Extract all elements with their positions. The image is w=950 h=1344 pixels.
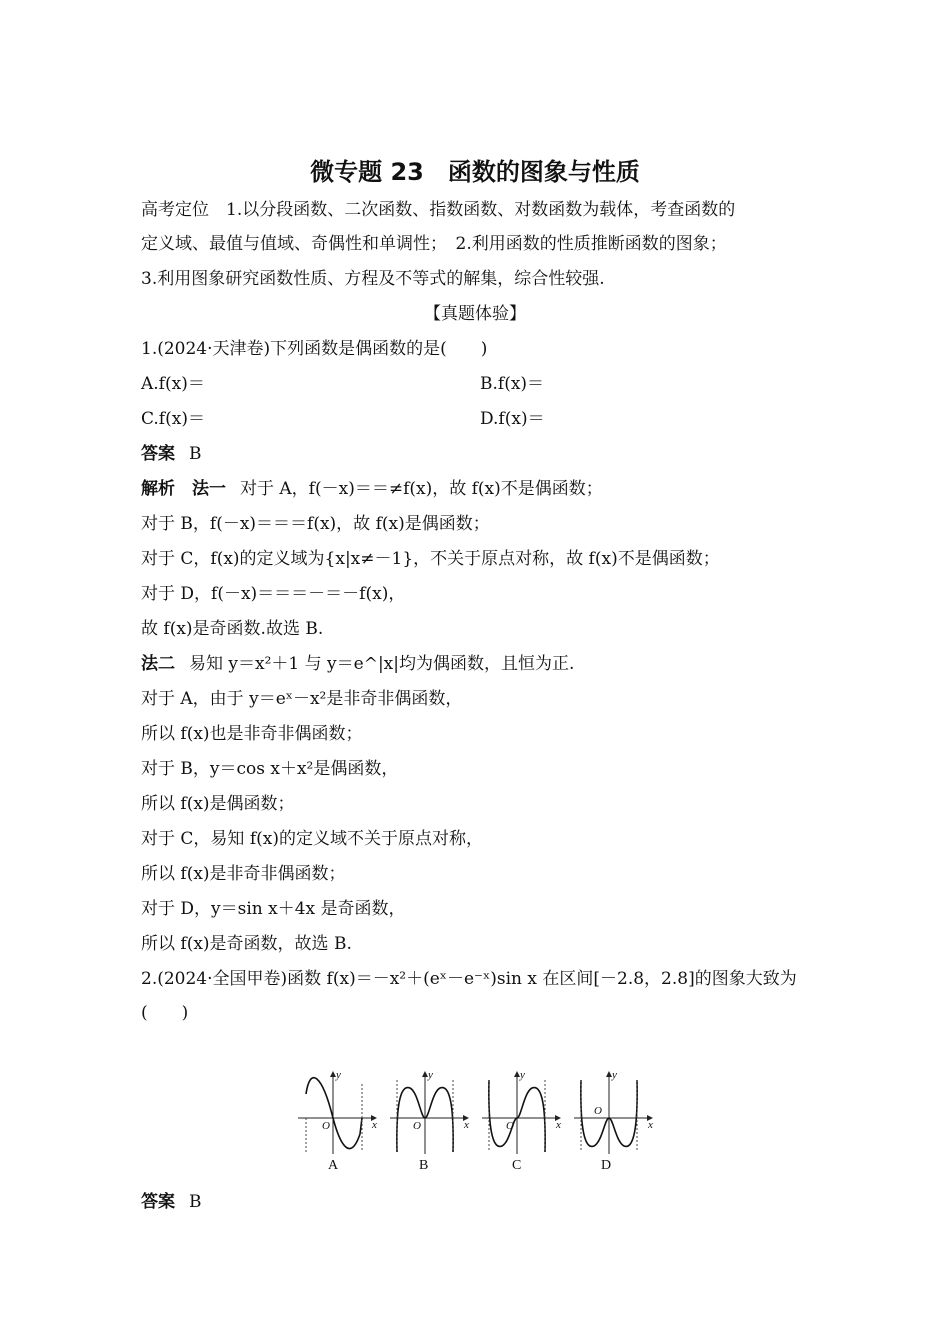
graph-label-d: D: [601, 1158, 612, 1173]
graph-d-y-label: y: [612, 1069, 617, 1081]
q1-analysis-line-5: 故 f(x)是奇函数.故选 B.: [141, 619, 324, 639]
q2-answer-label: 答案: [141, 1192, 175, 1212]
section-heading: 【真题体验】: [424, 304, 526, 324]
q1-method2-line-5: 对于 C，易知 f(x)的定义域不关于原点对称，: [141, 829, 483, 849]
graph-c: [482, 1072, 560, 1154]
q1-method2-line-3: 对于 B，y＝cos x＋x²是偶函数，: [141, 759, 399, 779]
graph-b: [390, 1072, 468, 1154]
answer-label: 答案: [141, 444, 175, 464]
q1-answer: [141, 442, 202, 466]
intro-line-3: 3.利用图象研究函数性质、方程及不等式的解集，综合性较强.: [141, 269, 605, 289]
q1-method2-line-1: 对于 A，由于 y＝eˣ－x²是非奇非偶函数，: [141, 689, 463, 709]
q1-analysis-line-2: 对于 B，f(－x)＝＝＝f(x)，故 f(x)是偶函数；: [141, 514, 490, 534]
graph-a-y-label: y: [336, 1069, 341, 1081]
graph-b-x-label: x: [464, 1119, 469, 1131]
q1-stem: 1.(2024·天津卷)下列函数是偶函数的是( ): [141, 339, 488, 359]
q1-analysis-line-1: [141, 477, 603, 501]
q1-option-d: D.f(x)＝: [480, 409, 545, 429]
q2-answer-value: B: [189, 1192, 202, 1212]
graph-a: [298, 1072, 376, 1154]
intro-line-1: 高考定位 1.以分段函数、二次函数、指数函数、对数函数为载体，考查函数的: [141, 200, 736, 220]
graph-label-b: B: [419, 1158, 429, 1173]
graph-c-origin: O: [506, 1120, 514, 1132]
analysis-text: 对于 A，f(－x)＝＝≠f(x)，故 f(x)不是偶函数；: [240, 479, 603, 499]
graph-b-y-label: y: [428, 1069, 433, 1081]
q2-stem: 2.(2024·全国甲卷)函数 f(x)＝－x²＋(eˣ－e⁻ˣ)sin x 在区间[－2.8，2.8]的图象大致为: [141, 969, 797, 989]
q1-analysis-line-3: 对于 C，f(x)的定义域为{x|x≠－1}，不关于原点对称，故 f(x)不是偶函数；: [141, 549, 720, 569]
q1-option-b: B.f(x)＝: [480, 374, 545, 394]
graph-options-svg: [296, 1066, 666, 1158]
graph-options: [296, 1066, 666, 1178]
analysis-label: 解析 法一: [141, 479, 226, 499]
graph-label-c: C: [512, 1158, 522, 1173]
q1-method2-line-8: 所以 f(x)是奇函数，故选 B.: [141, 934, 352, 954]
q2-stem-2: ( ): [141, 1003, 189, 1023]
q1-option-c: C.f(x)＝: [141, 409, 205, 429]
q1-method2-line-7: 对于 D，y＝sin x＋4x 是奇函数，: [141, 899, 406, 919]
graph-label-a: A: [328, 1158, 339, 1173]
q1-analysis-line-4: 对于 D，f(－x)＝＝＝－＝－f(x)，: [141, 584, 406, 604]
graph-d-x-label: x: [648, 1119, 653, 1131]
graph-b-origin: O: [413, 1120, 421, 1132]
graph-c-x-label: x: [556, 1119, 561, 1131]
answer-value: B: [189, 444, 202, 464]
q1-method2-line-6: 所以 f(x)是非奇非偶函数；: [141, 864, 346, 884]
q1-method2-line-4: 所以 f(x)是偶函数；: [141, 794, 295, 814]
graph-c-y-label: y: [520, 1069, 525, 1081]
intro-line-2: 定义域、最值与值域、奇偶性和单调性； 2.利用函数的性质推断函数的图象；: [141, 234, 727, 254]
graph-a-origin: O: [322, 1120, 330, 1132]
method2-label: 法二: [141, 654, 175, 674]
q1-method2-line: [141, 652, 574, 676]
graph-a-x-label: x: [372, 1119, 377, 1131]
method2-text: 易知 y＝x²＋1 与 y＝e^|x|均为偶函数，且恒为正.: [189, 654, 575, 674]
page-title: 微专题 23 函数的图象与性质: [310, 158, 640, 186]
q1-option-a: A.f(x)＝: [141, 374, 205, 394]
q1-method2-line-2: 所以 f(x)也是非奇非偶函数；: [141, 724, 363, 744]
graph-d: [574, 1072, 652, 1154]
q2-answer: [141, 1190, 202, 1214]
graph-d-origin: O: [594, 1105, 602, 1117]
